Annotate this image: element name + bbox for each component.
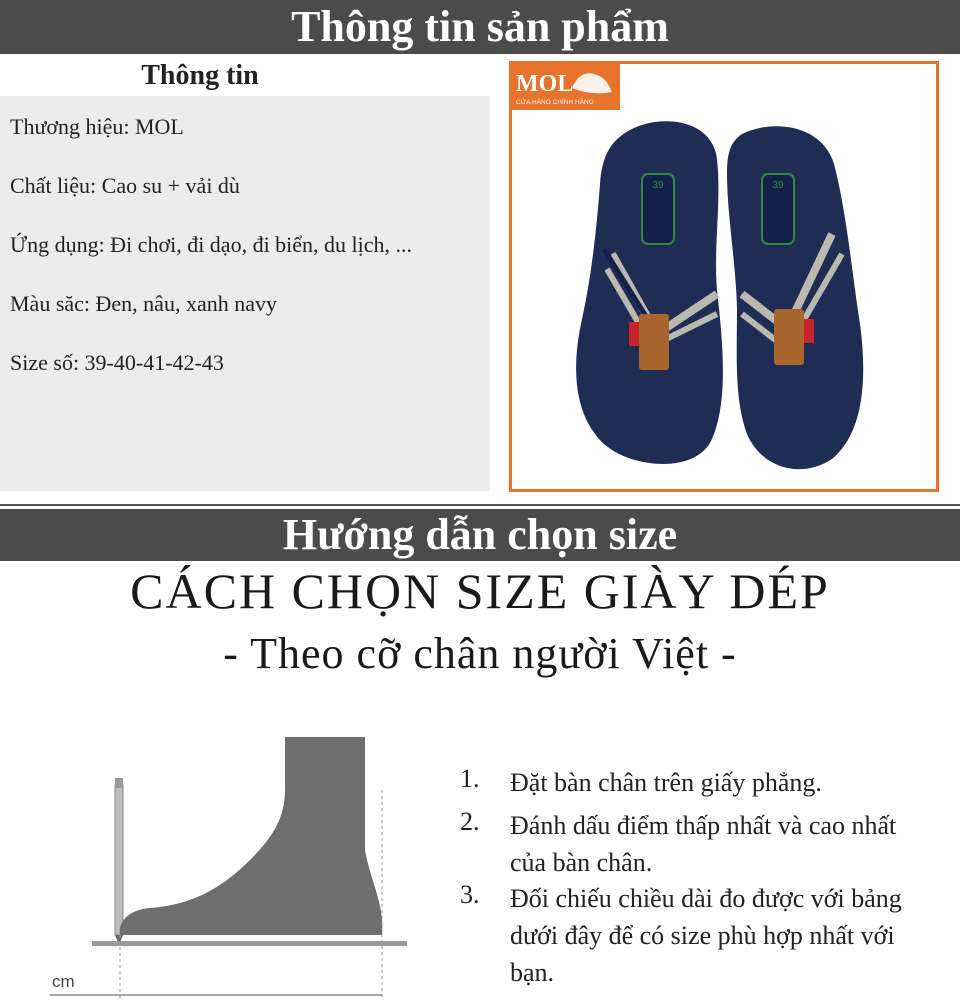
- unit-label: cm: [52, 972, 75, 991]
- info-material: Chất liệu: Cao su + vải dù: [10, 173, 240, 198]
- step-text: Đối chiếu chiều dài đo được với bảng dưới đây để có size phù hợp nhất với bạn.: [510, 884, 902, 987]
- info-heading: Thông tin: [141, 60, 259, 91]
- product-photo: [509, 61, 939, 492]
- section-divider: [0, 504, 960, 506]
- svg-text:CỬA HÀNG CHÍNH HÃNG: CỬA HÀNG CHÍNH HÃNG: [516, 99, 594, 106]
- sandal-image: [512, 64, 936, 489]
- foot-icon: [120, 737, 383, 935]
- section-banner-size-guide: [0, 509, 960, 561]
- guide-subtitle: - Theo cỡ chân người Việt -: [223, 629, 737, 678]
- svg-text:39: 39: [652, 180, 664, 191]
- mol-logo: [512, 64, 620, 110]
- right-sandal: [727, 126, 863, 469]
- info-size: Size số: 39-40-41-42-43: [10, 350, 224, 375]
- info-box: [0, 96, 490, 491]
- step-number: 3.: [460, 880, 480, 909]
- ground-line: [92, 941, 407, 946]
- step-text: Đánh dấu điểm thấp nhất và cao nhất của bàn chân.: [510, 811, 897, 877]
- step-number: 1.: [460, 764, 480, 793]
- svg-text:MOL: MOL: [516, 71, 574, 97]
- section-banner-product-info: [0, 0, 960, 54]
- foot-measure-illustration: [40, 730, 420, 1000]
- info-color: Màu săc: Đen, nâu, xanh navy: [10, 291, 277, 316]
- info-usage: Ứng dụng: Đi chơi, đi dạo, đi biển, du lịch, ...: [10, 232, 413, 257]
- svg-text:39: 39: [772, 180, 784, 191]
- pencil-icon: [115, 778, 123, 945]
- section-title: Thông tin sản phẩm: [291, 2, 669, 51]
- info-brand: Thương hiệu: MOL: [10, 114, 184, 139]
- step-number: 2.: [460, 807, 480, 836]
- guide-title: CÁCH CHỌN SIZE GIÀY DÉP: [130, 563, 830, 619]
- step-text: Đặt bàn chân trên giấy phẳng.: [510, 768, 822, 797]
- left-sandal: [576, 121, 723, 464]
- section-title: Hướng dẫn chọn size: [282, 510, 678, 559]
